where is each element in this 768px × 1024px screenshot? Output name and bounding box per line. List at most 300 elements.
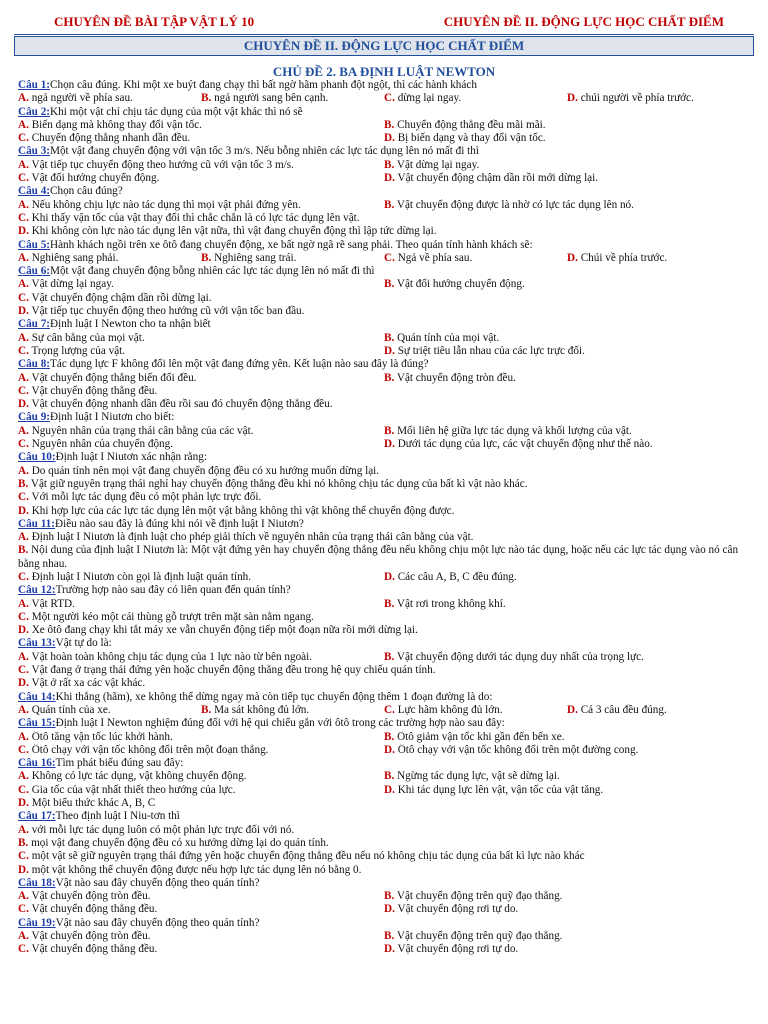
answer-option: [384, 598, 750, 611]
question-number: Câu 13:: [18, 637, 56, 650]
option-text: Vật RTD.: [28, 597, 75, 610]
option-text: ngả người về phía sau.: [28, 92, 133, 105]
option-text: Vật chuyển động trên quỹ đạo thẳng.: [394, 890, 563, 903]
option-text: Lực hãm không đủ lớn.: [394, 703, 503, 716]
option-text: chúi người về phía trước.: [577, 92, 694, 105]
option-letter: B.: [384, 730, 395, 743]
option-text: Nguyên nhân của trạng thái cân bằng của các vật.: [28, 424, 254, 437]
option-row: [18, 837, 750, 850]
option-text: Định luật I Niutơn là định luật cho phép giải thích về nguyên nhân của trạng thái cân bằng của vật.: [28, 531, 474, 544]
option-text: Các câu A, B, C đều đúng.: [394, 570, 517, 583]
option-letter: C.: [18, 438, 29, 451]
question-text: Điều nào sau đây là đúng khi nói về định luật I Niutơn?: [55, 517, 304, 530]
option-letter: B.: [18, 477, 29, 490]
answer-option: [384, 252, 567, 265]
option-row: [18, 624, 750, 637]
option-text: Vật chuyển động rơi tự do.: [394, 903, 519, 916]
option-row: [18, 744, 750, 757]
option-text: Ngả về phía sau.: [394, 251, 473, 264]
option-letter: C.: [384, 703, 395, 716]
option-letter: B.: [201, 703, 212, 716]
answer-option: [18, 491, 750, 504]
question-number: Câu 11:: [18, 517, 55, 530]
question-text: Định luật I Newton cho ta nhận biết: [50, 318, 211, 331]
option-row: [18, 491, 750, 504]
option-text: Vật chuyển động tròn đều.: [394, 371, 516, 384]
option-text: Trọng lượng của vật.: [28, 344, 126, 357]
option-row: [18, 119, 750, 132]
option-letter: B.: [384, 371, 395, 384]
option-letter: B.: [384, 930, 395, 942]
topic-title: CHỦ ĐỀ 2. BA ĐỊNH LUẬT NEWTON: [272, 64, 496, 79]
question-text: Trường hợp nào sau đây có liên quan đến quán tính?: [55, 584, 291, 597]
option-row: [18, 770, 750, 783]
question-text: Khi thắng (hãm), xe không thể dừng ngay mà còn tiếp tục chuyển động thêm 1 đoạn đường là do:: [55, 690, 493, 703]
answer-option: [18, 385, 750, 398]
question-stem: [18, 877, 750, 890]
question-stem: [18, 106, 750, 119]
answer-option: [18, 292, 750, 305]
answer-option: [384, 278, 750, 291]
option-text: Định luật I Niutơn còn gọi là định luật quán tính.: [28, 570, 252, 583]
option-letter: D.: [18, 624, 29, 637]
option-text: Nội dung của định luật I Niutơn là: Một vật đứng yên hay chuyển động thẳng đều nếu không chịu một lực nào tác dụng, hoặc nếu các lực tác dụng vào nó cân bằng nhau.: [18, 544, 739, 570]
option-text: Chuyển động thẳng nhanh dần đều.: [28, 132, 191, 145]
answer-option: [201, 92, 384, 105]
option-letter: A.: [18, 424, 29, 437]
option-letter: D.: [18, 398, 29, 411]
question-stem: [18, 358, 750, 371]
option-letter: D.: [384, 743, 395, 756]
question-stem: [18, 79, 750, 92]
answer-option: [18, 372, 384, 385]
option-row: [18, 731, 750, 744]
option-text: Vật chuyển động thẳng biến đổi đều.: [28, 371, 197, 384]
answer-option: [567, 92, 750, 105]
question-stem: [18, 239, 750, 252]
option-text: một vật không thể chuyển động được nếu hợp lực tác dụng lên nó bằng 0.: [28, 863, 362, 876]
answer-option: [384, 172, 750, 185]
option-letter: D.: [384, 172, 395, 185]
option-letter: C.: [18, 344, 29, 357]
option-text: Quán tính của mọi vật.: [394, 331, 500, 344]
question-stem: [18, 451, 750, 464]
answer-option: [18, 704, 201, 717]
answer-option: [18, 531, 750, 544]
question-number: Câu 15:: [18, 717, 56, 730]
option-row: [18, 890, 750, 903]
option-text: Vật ở rất xa các vật khác.: [28, 677, 146, 690]
option-row: [18, 598, 750, 611]
option-text: Vật hoàn toàn không chịu tác dụng của 1 lực nào từ bên ngoài.: [28, 650, 313, 663]
answer-option: [18, 398, 750, 411]
answer-option: [201, 704, 384, 717]
question-stem: [18, 145, 750, 158]
option-row: [18, 385, 750, 398]
answer-option: [384, 731, 750, 744]
question-number: Câu 5:: [18, 238, 51, 251]
option-letter: A.: [18, 730, 29, 743]
question-number: Câu 2:: [18, 105, 51, 118]
question-stem: [18, 757, 750, 770]
option-letter: C.: [18, 291, 29, 304]
option-text: Sự cân bằng của mọi vật.: [28, 331, 145, 344]
option-row: [18, 345, 750, 358]
option-row: [18, 372, 750, 385]
option-letter: A.: [18, 930, 29, 942]
answer-option: [384, 704, 567, 717]
option-letter: B.: [384, 597, 395, 610]
option-letter: A.: [18, 251, 29, 264]
answer-option: [18, 837, 750, 850]
option-text: Khi hợp lực của các lực tác dụng lên một vật bằng không thì vật không thể chuyển động được.: [28, 504, 455, 517]
option-row: [18, 398, 750, 411]
option-text: Vật tiếp tục chuyển động theo hướng cũ với vận tốc ban đầu.: [28, 305, 305, 318]
answer-option: [18, 478, 750, 491]
question-text: Theo định luật I Niu-tơn thì: [55, 810, 180, 823]
answer-option: [18, 199, 384, 212]
question-stem: [18, 584, 750, 597]
option-letter: A.: [18, 890, 29, 903]
option-row: [18, 132, 750, 145]
option-letter: B.: [384, 278, 395, 291]
option-row: [18, 332, 750, 345]
option-letter: A.: [18, 198, 29, 211]
answer-option: [567, 704, 750, 717]
option-letter: D.: [384, 132, 395, 145]
option-letter: C.: [18, 211, 29, 224]
answer-option: [384, 890, 750, 903]
option-row: [18, 571, 750, 584]
option-row: [18, 903, 750, 916]
question-stem: [18, 917, 750, 930]
option-row: [18, 677, 750, 690]
header-left: CHUYÊN ĐỀ BÀI TẬP VẬT LÝ 10: [54, 14, 255, 29]
answer-option: [18, 438, 384, 451]
answer-option: [18, 731, 384, 744]
option-text: Mối liên hệ giữa lực tác dụng và khối lượng của vật.: [394, 424, 632, 437]
option-row: [18, 438, 750, 451]
header-right: CHUYÊN ĐỀ II. ĐỘNG LỰC HỌC CHẤT ĐIỂM: [443, 14, 724, 29]
answer-option: [18, 903, 384, 916]
option-row: [18, 172, 750, 185]
option-letter: D.: [384, 783, 395, 796]
option-letter: C.: [18, 610, 29, 623]
question-number: Câu 12:: [18, 584, 56, 597]
option-text: Một người kéo một cái thùng gỗ trượt trên mặt sàn nằm ngang.: [28, 610, 314, 623]
option-letter: D.: [18, 225, 29, 238]
option-row: [18, 544, 750, 571]
option-letter: C.: [384, 251, 395, 264]
option-letter: A.: [18, 331, 29, 344]
answer-option: [18, 212, 750, 225]
question-number: Câu 17:: [18, 810, 56, 823]
option-letter: D.: [384, 903, 395, 916]
option-row: [18, 305, 750, 318]
option-text: Chuyển động thẳng đều mãi mãi.: [394, 118, 546, 131]
question-text: Chọn câu đúng. Khi một xe buýt đang chạy thì bất ngờ hãm phanh đột ngột, thì các hành khách: [50, 79, 477, 91]
option-text: một vật sẽ giữ nguyên trạng thái đứng yên hoặc chuyển động thẳng đều nếu nó không chịu tác dụng của bất kì lực nào khác: [28, 850, 585, 863]
question-number: Câu 8:: [18, 358, 51, 371]
question-stem: [18, 518, 750, 531]
option-letter: A.: [18, 703, 29, 716]
option-letter: D.: [384, 943, 395, 956]
option-letter: B.: [384, 118, 395, 131]
answer-option: [18, 664, 750, 677]
answer-option: [18, 172, 384, 185]
answer-option: [384, 92, 567, 105]
answer-option: [384, 159, 750, 172]
option-letter: A.: [18, 531, 29, 544]
question-text: Chọn câu đúng?: [50, 185, 123, 198]
answer-option: [18, 651, 384, 664]
option-text: Xe ôtô đang chạy khi tắt máy xe vẫn chuyển động tiếp một đoạn nữa rồi mới dừng lại.: [28, 624, 418, 637]
answer-option: [18, 784, 384, 797]
option-text: Vật đổi hướng chuyển động.: [28, 172, 160, 185]
answer-option: [18, 943, 384, 956]
answer-option: [18, 252, 201, 265]
answer-option: [567, 252, 750, 265]
option-text: Một biểu thức khác A, B, C: [28, 797, 156, 810]
option-row: [18, 611, 750, 624]
answer-option: [384, 199, 750, 212]
option-letter: C.: [18, 850, 29, 863]
answer-option: [384, 372, 750, 385]
option-row: [18, 159, 750, 172]
answer-option: [384, 425, 750, 438]
option-row: [18, 943, 750, 956]
option-text: Biến dạng mà không thay đổi vận tốc.: [28, 118, 202, 131]
answer-option: [18, 864, 750, 877]
option-letter: D.: [18, 797, 29, 810]
question-number: Câu 14:: [18, 690, 56, 703]
answer-option: [18, 611, 750, 624]
question-stem: [18, 318, 750, 331]
question-number: Câu 7:: [18, 318, 51, 331]
option-text: Nguyên nhân của chuyển động.: [28, 438, 174, 451]
option-letter: C.: [384, 92, 395, 105]
answer-option: [18, 624, 750, 637]
question-text: Tìm phát biểu đúng sau đây:: [55, 757, 184, 770]
option-text: Khi thấy vận tốc của vật thay đổi thì chắc chắn là có lực tác dụng lên vật.: [28, 211, 360, 224]
option-text: Chúi về phía trước.: [577, 251, 668, 264]
option-text: Vật đổi hướng chuyển động.: [394, 278, 525, 291]
answer-option: [201, 252, 384, 265]
option-letter: A.: [18, 823, 29, 836]
answer-option: [384, 770, 750, 783]
option-text: mọi vật đang chuyển động đều có xu hướng dừng lại do quán tính.: [28, 836, 329, 849]
option-row: [18, 784, 750, 797]
option-text: Vật chuyển động chậm dần rồi mới dừng lại.: [394, 172, 599, 185]
answer-option: [18, 571, 384, 584]
question-number: Câu 1:: [18, 79, 51, 91]
option-letter: C.: [18, 783, 29, 796]
question-number: Câu 19:: [18, 916, 56, 929]
answer-option: [18, 119, 384, 132]
option-letter: C.: [18, 491, 29, 504]
question-text: Định luật I Niutơn xác nhận rằng:: [55, 451, 207, 464]
option-row: [18, 199, 750, 212]
option-text: Vật chuyển động trên quỹ đạo thẳng.: [394, 930, 563, 942]
answer-option: [384, 651, 750, 664]
answer-option: [18, 92, 201, 105]
option-text: Do quán tính nên mọi vật đang chuyển động đều có xu hướng muốn dừng lại.: [28, 464, 380, 477]
question-text: Vật nào sau đây chuyển động theo quán tính?: [55, 916, 260, 929]
option-letter: B.: [384, 770, 395, 783]
option-text: Nghiêng sang trái.: [211, 251, 297, 264]
answer-option: [18, 770, 384, 783]
answer-option: [18, 132, 384, 145]
option-letter: A.: [18, 464, 29, 477]
answer-option: [18, 797, 750, 810]
answer-option: [18, 332, 384, 345]
question-stem: [18, 265, 750, 278]
option-letter: D.: [384, 344, 395, 357]
option-letter: A.: [18, 597, 29, 610]
option-letter: A.: [18, 158, 29, 171]
option-letter: A.: [18, 118, 29, 131]
question-text: Vật tự do là:: [55, 637, 112, 650]
option-row: [18, 850, 750, 863]
answer-option: [384, 943, 750, 956]
option-text: Ôtô chạy với vận tốc không đổi trên một đường cong.: [394, 743, 639, 756]
option-row: [18, 824, 750, 837]
option-letter: A.: [18, 371, 29, 384]
answer-option: [384, 930, 750, 943]
option-text: Ôtô chạy với vận tốc không đổi trên một đoạn thẳng.: [28, 743, 269, 756]
option-row: [18, 465, 750, 478]
option-letter: C.: [18, 172, 29, 185]
answer-option: [18, 824, 750, 837]
option-text: Khi không còn lực nào tác dụng lên vật nữa, thì vật đang chuyển động thì lập tức dừng lại.: [28, 225, 437, 238]
question-text: Khi một vật chỉ chịu tác dụng của một vật khác thì nó sẽ: [50, 105, 303, 118]
option-letter: C.: [18, 903, 29, 916]
answer-option: [384, 744, 750, 757]
option-letter: B.: [18, 836, 29, 849]
option-letter: D.: [567, 703, 578, 716]
option-text: ngả người sang bên cạnh.: [211, 92, 329, 105]
option-text: Vật chuyển động nhanh dần đều rồi sau đó chuyển động thẳng đều.: [28, 398, 333, 411]
option-text: Cả 3 câu đều đúng.: [577, 703, 667, 716]
option-letter: D.: [18, 863, 29, 876]
option-text: Vật chuyển động được là nhờ có lực tác dụng lên nó.: [394, 198, 634, 211]
option-letter: B.: [384, 890, 395, 903]
option-letter: B.: [384, 158, 395, 171]
option-letter: C.: [18, 664, 29, 677]
question-number: Câu 18:: [18, 876, 56, 889]
option-row: [18, 797, 750, 810]
option-row: [18, 425, 750, 438]
option-text: Ôtô giảm vận tốc khi gần đến bến xe.: [394, 730, 565, 743]
answer-option: [384, 345, 750, 358]
option-letter: C.: [18, 743, 29, 756]
option-row: [18, 225, 750, 238]
question-stem: [18, 717, 750, 730]
option-text: Không có lực tác dụng, vật không chuyển động.: [28, 770, 247, 783]
option-letter: B.: [384, 650, 395, 663]
option-text: Vật chuyển động thẳng đều.: [28, 943, 158, 956]
option-text: Vật chuyển động thẳng đều.: [28, 384, 158, 397]
option-row: [18, 505, 750, 518]
option-text: Vật dừng lại ngay.: [394, 158, 480, 171]
option-text: Với mỗi lực tác dụng đều có một phản lực trực đối.: [28, 491, 262, 504]
question-text: Một vật đang chuyển động bỗng nhiên các lực tác dụng lên nó mất đi thì: [50, 265, 375, 278]
question-text: Định luật I Niutơn cho biết:: [50, 411, 175, 424]
option-letter: B.: [384, 331, 395, 344]
question-text: Hành khách ngồi trên xe ôtô đang chuyển động, xe bất ngờ ngã rẽ sang phải. Theo quán tính hành khách sẽ:: [50, 238, 533, 251]
question-number: Câu 16:: [18, 757, 56, 770]
option-letter: C.: [18, 384, 29, 397]
option-letter: A.: [18, 650, 29, 663]
option-text: Ôtô tăng vận tốc lúc khởi hành.: [28, 730, 173, 743]
option-text: Vật chuyển động thẳng đều.: [28, 903, 158, 916]
question-stem: [18, 185, 750, 198]
option-letter: C.: [18, 570, 29, 583]
option-letter: D.: [384, 570, 395, 583]
answer-option: [384, 438, 750, 451]
answer-option: [384, 903, 750, 916]
option-letter: C.: [18, 132, 29, 145]
question-list: [18, 79, 750, 957]
answer-option: [18, 345, 384, 358]
option-text: Ma sát không đủ lớn.: [211, 703, 310, 716]
option-text: Vật giữ nguyên trạng thái nghỉ hay chuyển động thẳng đều khi nó không chịu tác dụng của bất kì vật nào khác.: [28, 477, 528, 490]
question-stem: [18, 691, 750, 704]
answer-option: [18, 425, 384, 438]
option-text: dừng lại ngay.: [394, 92, 462, 105]
answer-option: [18, 465, 750, 478]
option-letter: B.: [18, 544, 29, 557]
option-text: Vật chuyển động chậm dần rồi dừng lại.: [28, 291, 212, 304]
option-text: Gia tốc của vật nhất thiết theo hướng của lực.: [28, 783, 236, 796]
answer-option: [18, 305, 750, 318]
question-number: Câu 3:: [18, 145, 51, 158]
option-letter: D.: [384, 438, 395, 451]
option-row: [18, 478, 750, 491]
option-letter: C.: [18, 943, 29, 956]
question-stem: [18, 810, 750, 823]
option-row: [18, 278, 750, 291]
answer-option: [18, 744, 384, 757]
option-text: Vật đang ở trạng thái đứng yên hoặc chuyển động thẳng đều trong hệ quy chiếu quán tính.: [28, 664, 436, 677]
option-text: với mỗi lực tác dụng luôn có một phản lực trực đối với nó.: [28, 823, 295, 836]
option-row: [18, 704, 750, 717]
question-stem: [18, 411, 750, 424]
option-letter: D.: [567, 92, 578, 105]
answer-option: [18, 278, 384, 291]
option-text: Sự triệt tiêu lẫn nhau của các lực trực đối.: [394, 344, 585, 357]
chapter-banner: CHUYÊN ĐỀ II. ĐỘNG LỰC HỌC CHẤT ĐIỂM: [14, 36, 754, 56]
option-text: Nghiêng sang phải.: [28, 251, 119, 264]
option-letter: A.: [18, 278, 29, 291]
question-text: Tác dụng lực F không đổi lên một vật đang đứng yên. Kết luận nào sau đây là đúng?: [50, 358, 429, 371]
answer-option: [384, 132, 750, 145]
option-letter: D.: [567, 251, 578, 264]
option-text: Khi tác dụng lực lên vật, vận tốc của vật tăng.: [394, 783, 604, 796]
option-text: Vật rơi trong không khí.: [394, 597, 506, 610]
answer-option: [18, 598, 384, 611]
question-stem: [18, 637, 750, 650]
answer-option: [18, 677, 750, 690]
option-row: [18, 92, 750, 105]
answer-option: [18, 505, 750, 518]
option-letter: D.: [18, 305, 29, 318]
answer-option: [18, 930, 384, 943]
option-text: Vật tiếp tục chuyển động theo hướng cũ với vận tốc 3 m/s.: [28, 158, 294, 171]
answer-option: [18, 850, 750, 863]
option-letter: B.: [384, 424, 395, 437]
option-text: Nếu không chịu lực nào tác dụng thì mọi vật phải đứng yên.: [28, 198, 301, 211]
